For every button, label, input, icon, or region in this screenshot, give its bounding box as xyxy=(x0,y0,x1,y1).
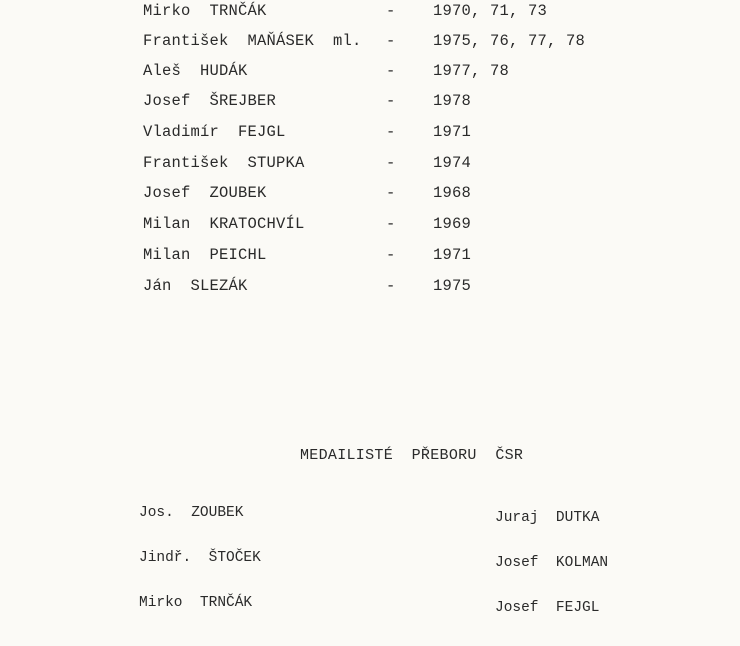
winner-years: 1968 xyxy=(433,184,472,202)
winner-dash: - xyxy=(386,277,396,295)
winner-dash: - xyxy=(386,246,396,264)
winner-dash: - xyxy=(386,2,396,20)
winner-dash: - xyxy=(386,215,396,233)
winner-dash: - xyxy=(386,32,396,50)
medalist-name: Josef FEJGL xyxy=(495,600,600,616)
winner-years: 1978 xyxy=(433,92,472,110)
winner-name: Mirko TRNČÁK xyxy=(143,2,267,20)
winner-dash: - xyxy=(386,92,396,110)
winner-years: 1971 xyxy=(433,246,472,264)
medalist-name: Juraj DUTKA xyxy=(495,510,600,526)
winner-name: Josef ZOUBEK xyxy=(143,184,267,202)
medalist-name: Jos. ZOUBEK xyxy=(139,505,244,521)
winner-years: 1970, 71, 73 xyxy=(433,2,548,20)
winner-years: 1974 xyxy=(433,154,472,172)
winner-years: 1969 xyxy=(433,215,472,233)
winner-name: František MAŇÁSEK ml. xyxy=(143,32,362,50)
winner-name: Ján SLEZÁK xyxy=(143,277,248,295)
winner-dash: - xyxy=(386,154,396,172)
winner-years: 1975 xyxy=(433,277,472,295)
winner-years: 1975, 76, 77, 78 xyxy=(433,32,586,50)
winner-name: Vladimír FEJGL xyxy=(143,123,286,141)
winner-name: Aleš HUDÁK xyxy=(143,62,248,80)
medalist-name: Mirko TRNČÁK xyxy=(139,595,253,611)
winner-name: František STUPKA xyxy=(143,154,305,172)
winner-name: Milan PEICHL xyxy=(143,246,267,264)
winner-years: 1971 xyxy=(433,123,472,141)
winner-dash: - xyxy=(386,184,396,202)
winner-name: Josef ŠREJBER xyxy=(143,92,277,110)
medalists-left-column xyxy=(139,476,261,641)
winner-dash: - xyxy=(386,62,396,80)
medalists-heading: MEDAILISTÉ PŘEBORU ČSR xyxy=(300,447,524,464)
winner-years: 1977, 78 xyxy=(433,62,510,80)
winner-name: Milan KRATOCHVÍL xyxy=(143,215,305,233)
winner-dash: - xyxy=(386,123,396,141)
medalists-right-column xyxy=(495,481,608,646)
medalist-name: Josef KOLMAN xyxy=(495,555,609,571)
medalist-name: Jindř. ŠTOČEK xyxy=(139,550,261,566)
